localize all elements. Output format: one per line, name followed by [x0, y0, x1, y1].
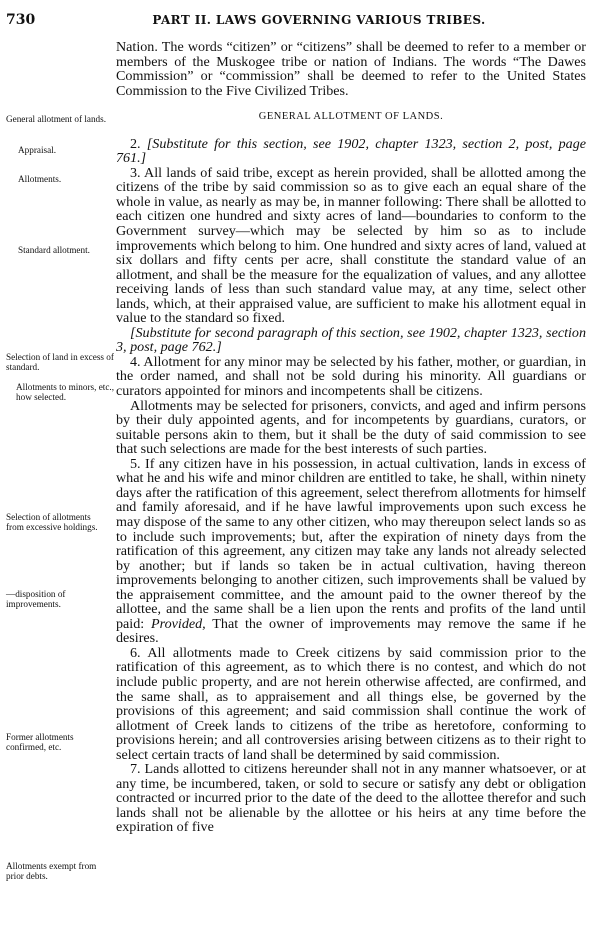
paragraph: 6. All allotments made to Creek citizens by said commission prior to the ratification of this agreement, as to which there is no contest, and which do not include public property, and are not herein otherwise affected, are confirmed, and the same shall, as to appraisement and all things else, be governed by the provisions of this agreement; and said commission shall continue the work of allotment of Creek lands to citizens of the tribe as heretofore, conforming to provisions herein; and all controversies arising between citizens as to their right to select certain tracts of land shall be determined by said commission. — [116, 644, 586, 763]
proviso-word: Provided, — [151, 615, 206, 632]
margin-note: Selection of allotments from excessive holdings. — [6, 512, 98, 532]
margin-note: Standard allotment. — [18, 245, 90, 255]
margin-note: —disposition of improvements. — [6, 589, 66, 609]
margin-note: Former allotments confirmed, etc. — [6, 732, 74, 752]
page-header — [6, 12, 592, 30]
editorial-note: [Substitute for this section, see 1902, chapter 1323, section 2, post, page 761.] — [116, 135, 586, 167]
paragraph — [116, 457, 586, 646]
margin-note: Appraisal. — [18, 145, 57, 155]
paragraph: Nation. The words “citizen” or “citizens” shall be deemed to refer to a member or members of the Muskogee tribe or nation of Indians. The words “The Dawes Commission” or “commission” shall be deemed to refer to the United States Commission to the Five Civilized Tribes. — [116, 39, 586, 99]
section-number: 2. — [130, 135, 147, 152]
margin-note: Allotments. — [18, 174, 62, 184]
paragraph — [116, 137, 586, 166]
paragraph-text: 5. If any citizen have in his possession, in actual cultivation, lands in excess of what he and his wife and minor children are entitled to take, he shall, within ninety days after the ratification of this agreement, select therefrom allotments for himself and family aforesaid, and if he have lawful improvements upon such excess he may dispose of the same to any other citizen, who may thereupon select lands so as to include such improvements; but, after the expiration of ninety days from the ratification of this agreement, any citizen may take any lands not already selected by another; but if lands so taken be in actual cultivation, having thereon improvements belonging to another citizen, such improvements shall be valued by the appraisement committee, and the amount paid to the owner thereof by the allottee, and the same shall be a lien upon the rents and profits of the land until paid: — [116, 455, 586, 632]
editorial-note: [Substitute for second paragraph of this section, see 1902, chapter 1323, section 3, post, page 762.] — [116, 324, 586, 356]
margin-note: Allotments to minors, etc., how selected. — [16, 382, 114, 402]
page-number: 730 — [6, 12, 36, 28]
margin-note: Selection of land in excess of standard. — [6, 352, 114, 372]
document-body — [116, 40, 586, 835]
paragraph — [116, 326, 586, 355]
paragraph: Allotments may be selected for prisoners, convicts, and aged and infirm persons by their duly appointed agents, and for incompetents by guardians, curators, or suitable persons akin to them, but it shall be the duty of said commission to see that such selections are made for the best interests of such parties. — [116, 397, 586, 458]
paragraph: 7. Lands allotted to citizens hereunder shall not in any manner whatsoever, or at any time, be incumbered, taken, or sold to secure or satisfy any debt or obligation contracted or incurred prior to the date of the deed to the allottee therefor and such lands shall not be alienable by the allottee or his heirs at any time before the expiration of five — [116, 761, 586, 836]
section-heading: GENERAL ALLOTMENT OF LANDS. — [258, 111, 444, 123]
margin-note: Allotments exempt from prior debts. — [6, 861, 97, 881]
margin-note: General allotment of lands. — [6, 114, 107, 124]
paragraph-text: That the owner of improvements may remove the same if he desires. — [116, 615, 586, 647]
paragraph: 4. Allotment for any minor may be selected by his father, mother, or guardian, in the order named, and shall not be sold during his minority. All guardians or curators appointed for minors and incompetents shall be citizens. — [116, 353, 586, 400]
running-head: PART II. LAWS GOVERNING VARIOUS TRIBES. — [152, 13, 486, 27]
paragraph: 3. All lands of said tribe, except as herein provided, shall be allotted among the citizens of the tribe by said commission so as to give each an equal share of the whole in value, as nearly as may be, in manner following: There shall be allotted to each citizen one hundred and sixty acres of land—boundaries to conform to the Government survey—which may be selected by him so as to include improvements which belong to him. One hundred and sixty acres of land, valued at six dollars and fifty cents per acre, shall constitute the standard value of an allotment, and shall be the measure for the equalization of values, and any allottee receiving lands of less than such standard value may, at any time, select other lands, which, at their appraised value, are sufficient to make his allotment equal in value to the standard so fixed. — [116, 164, 586, 327]
